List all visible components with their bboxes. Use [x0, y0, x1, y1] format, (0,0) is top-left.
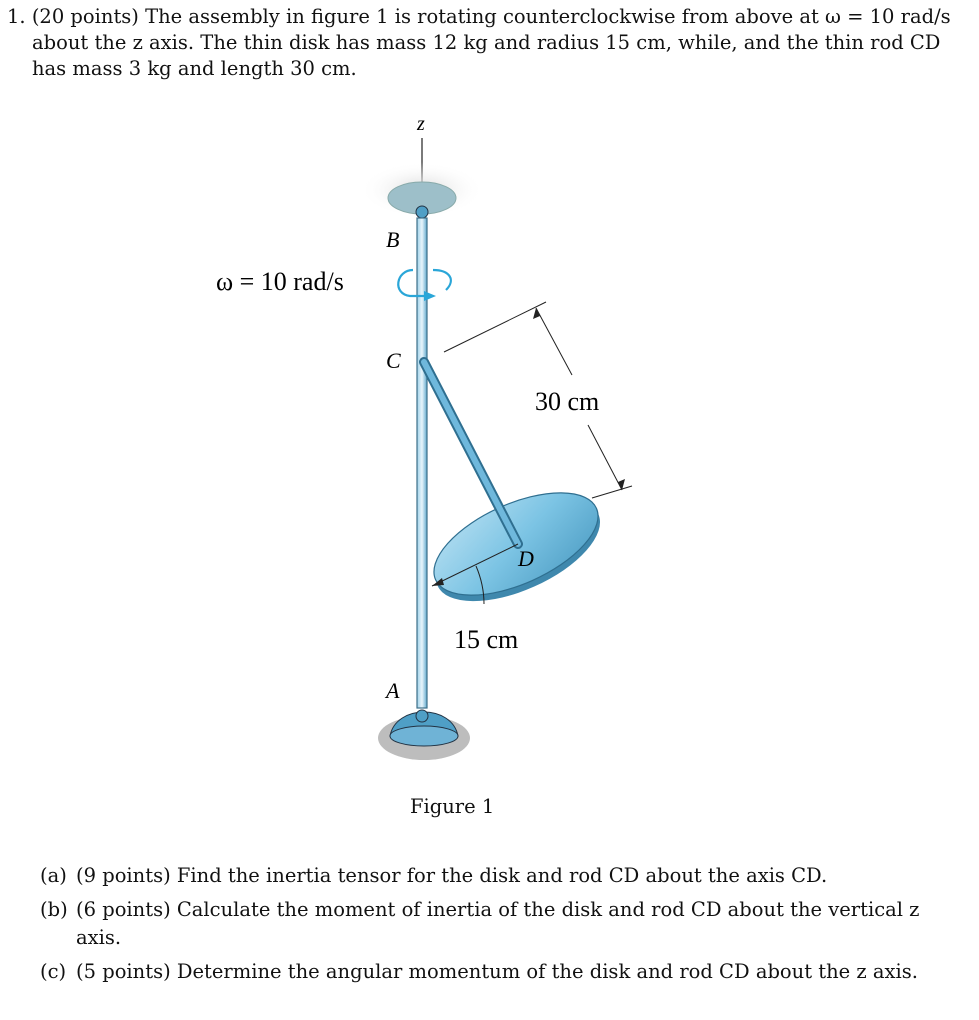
figure-caption: Figure 1: [410, 795, 495, 818]
part-b-text: (6 points) Calculate the moment of inertia of the disk and rod CD about the vertical z axis.: [76, 898, 920, 949]
part-a-tag: (a): [40, 864, 67, 887]
d-label: D: [518, 546, 534, 571]
part-c-text: (5 points) Determine the angular momentum of the disk and rod CD about the z axis.: [76, 960, 918, 983]
c-label: C: [386, 348, 401, 373]
bottom-bearing: [416, 710, 428, 722]
rod-cd-highlight: [424, 362, 518, 544]
dimension-extension-top: [444, 302, 546, 352]
problem-line-1: [7, 4, 951, 30]
problem-text-line-1: (20 points) The assembly in figure 1 is rotating counterclockwise from above at ω = 10 rad/s: [31, 5, 951, 28]
part-c: [40, 958, 940, 986]
z-label: z: [417, 113, 425, 135]
question-parts: [40, 862, 940, 992]
part-c-tag: (c): [40, 960, 67, 983]
rotation-arrow-tail: [433, 270, 451, 290]
problem-number: 1.: [7, 5, 26, 28]
rotation-arrowhead-icon: [424, 291, 436, 301]
dimension-line-lower: [588, 425, 622, 490]
b-label: B: [386, 227, 400, 252]
part-a-text: (9 points) Find the inertia tensor for the disk and rod CD about the axis CD.: [76, 864, 828, 887]
dimension-extension-bottom: [592, 486, 632, 498]
omega-label: ω = 10 rad/s: [216, 267, 344, 296]
part-b: [40, 896, 940, 952]
dimension-line-upper: [536, 308, 572, 375]
figure-1-diagram: [200, 100, 660, 800]
problem-statement: [7, 4, 951, 82]
problem-text-line-3: has mass 3 kg and length 30 cm.: [32, 57, 357, 80]
vertical-shaft: [417, 218, 427, 708]
problem-text-line-2: about the z axis. The thin disk has mass 12 kg and radius 15 cm, while, and the thin rod CD: [32, 31, 941, 54]
radius-label: 15 cm: [454, 625, 519, 654]
part-a: [40, 862, 940, 890]
a-label: A: [386, 678, 400, 703]
rod-length-label: 30 cm: [535, 387, 600, 416]
part-b-tag: (b): [40, 898, 68, 921]
bottom-support-base: [390, 726, 458, 746]
top-bearing: [416, 206, 428, 218]
